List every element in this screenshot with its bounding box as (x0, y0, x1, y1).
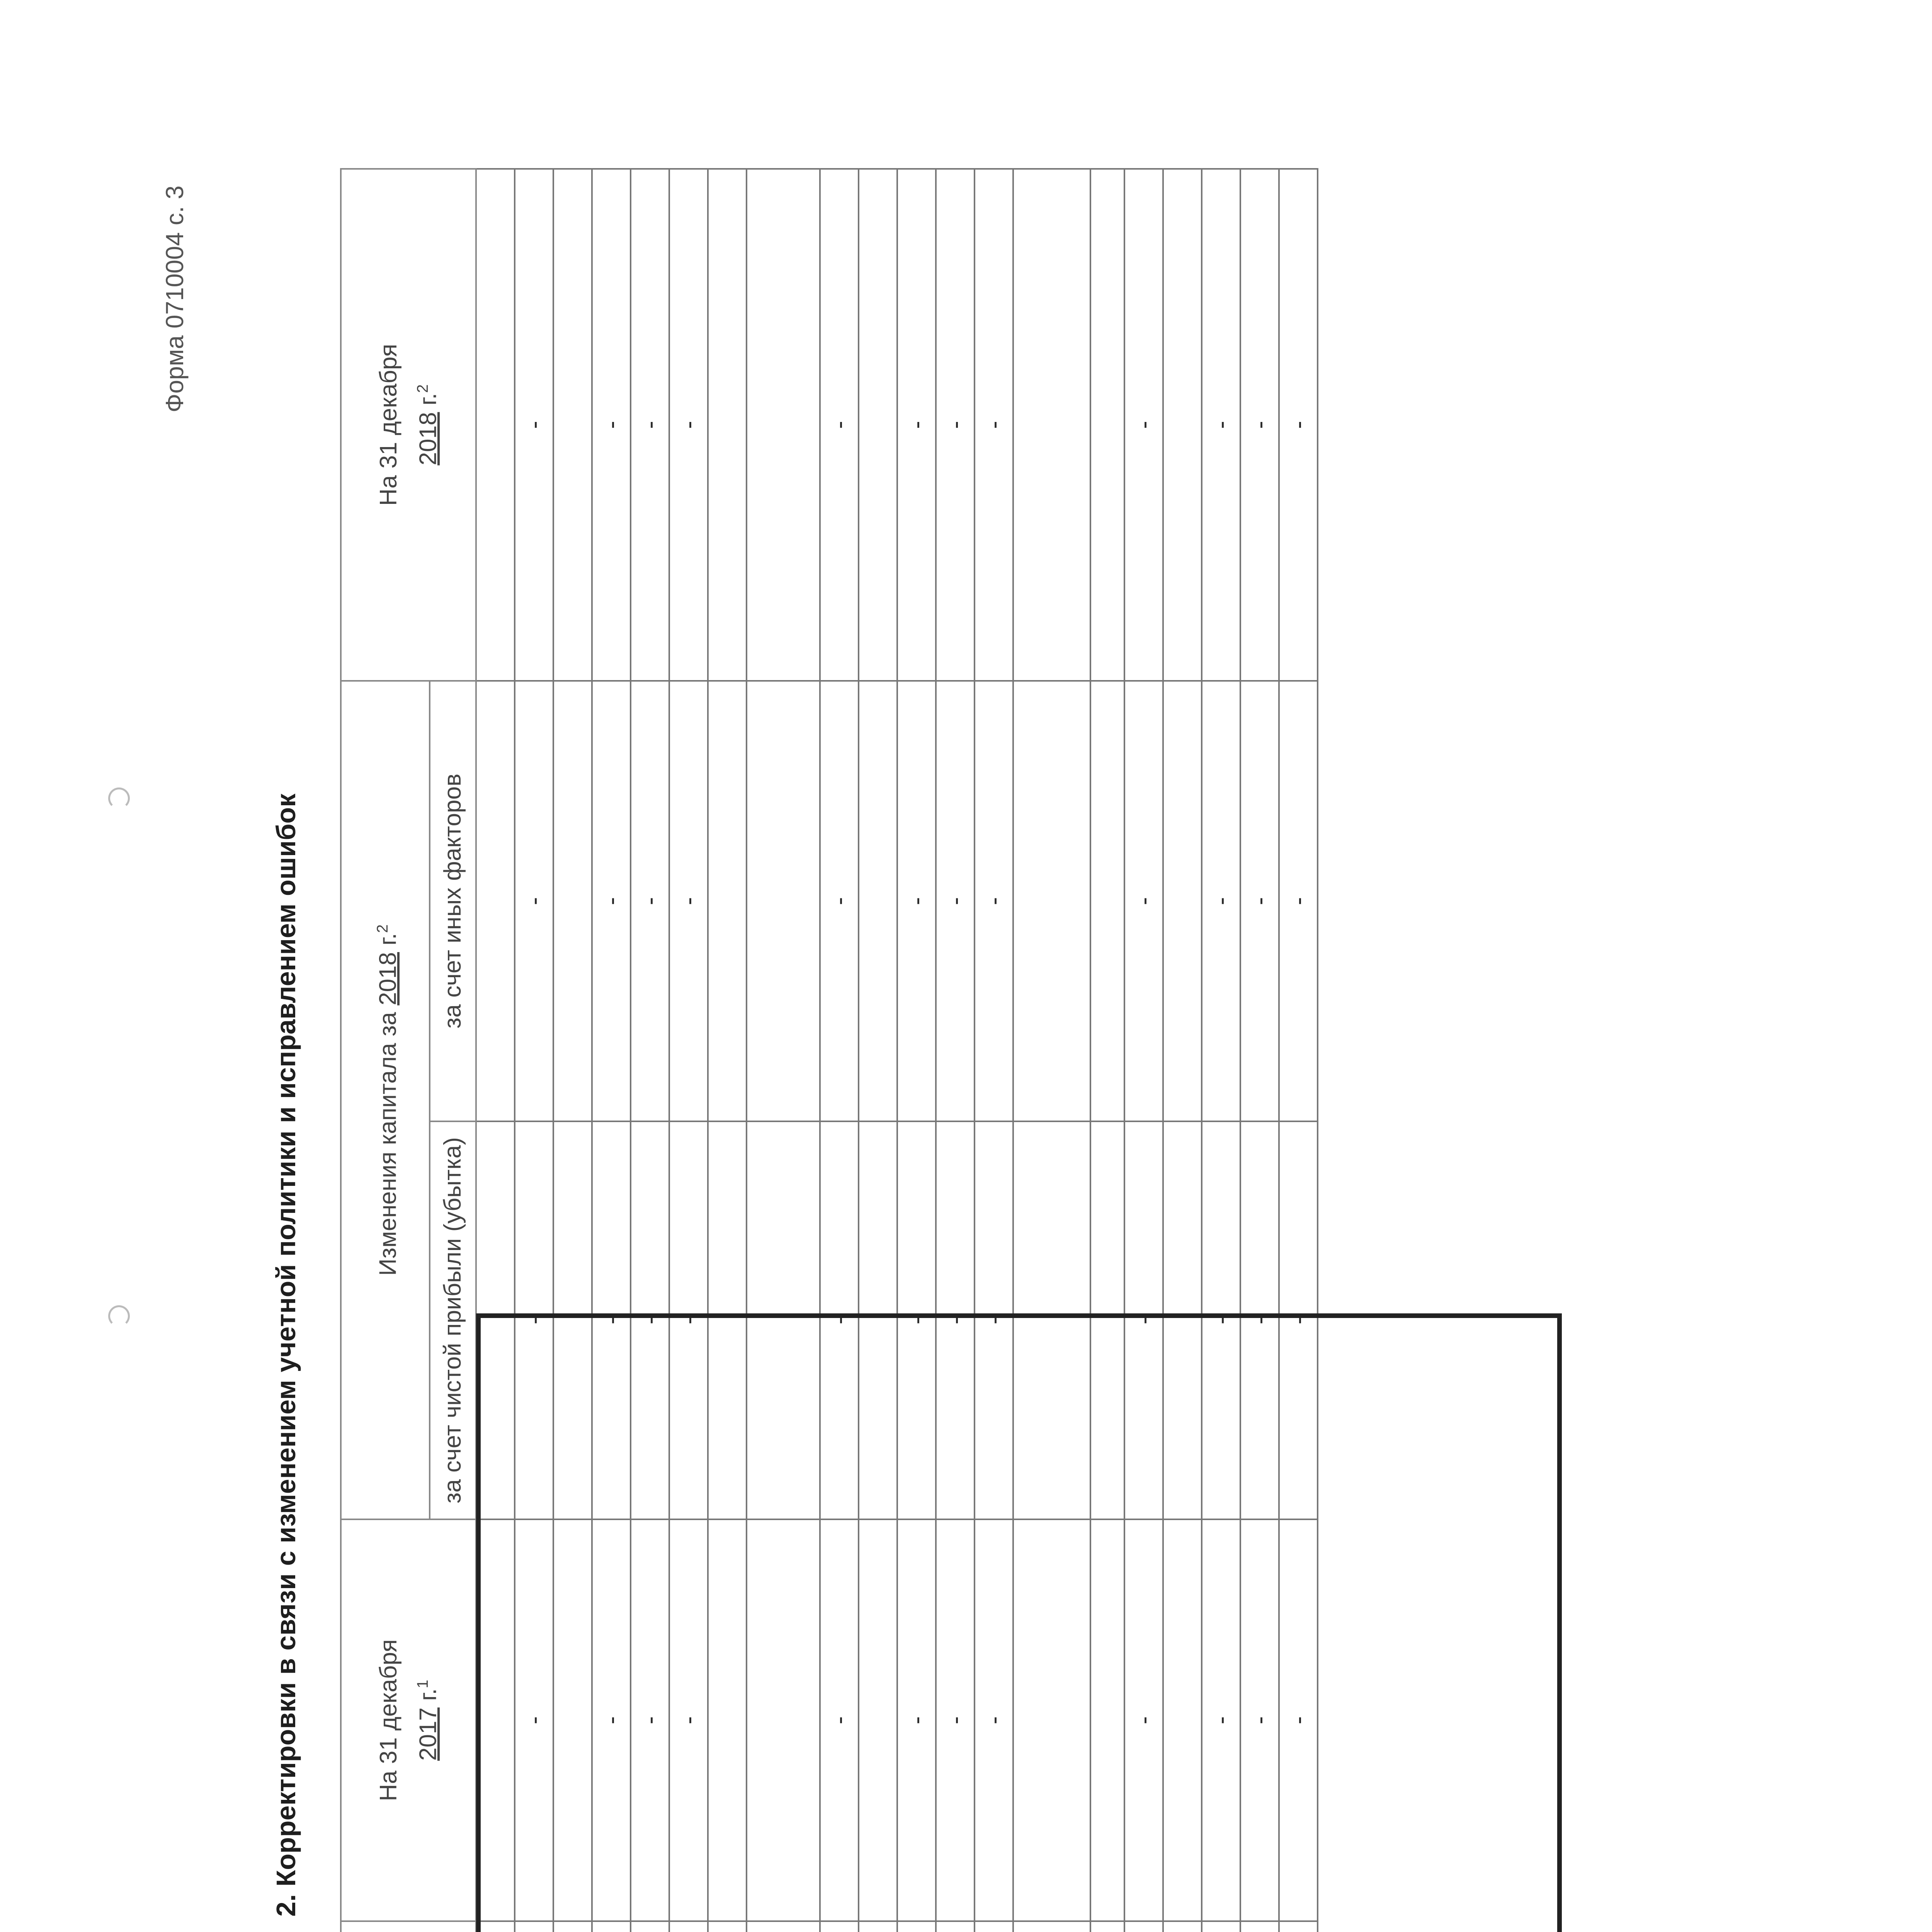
row-value-profit (708, 1121, 747, 1519)
row-value-start (476, 1519, 515, 1921)
row-code (975, 1921, 1013, 1932)
table-row (975, 169, 1013, 1932)
row-code (1124, 1921, 1163, 1932)
header-start-year: 2017 (415, 1707, 442, 1761)
row-code (553, 1921, 592, 1932)
header-end-year: 2018 (415, 412, 442, 466)
row-code (1090, 1921, 1124, 1932)
table-row (1202, 169, 1240, 1932)
punch-hole-mark (108, 787, 130, 809)
row-value-profit: - (515, 1121, 553, 1519)
row-value-profit: - (1279, 1121, 1318, 1519)
row-value-start: - (936, 1519, 975, 1921)
table-row (747, 169, 820, 1932)
row-value-end (859, 169, 897, 681)
header-start-suffix: г. (415, 1688, 442, 1701)
row-value-start (553, 1519, 592, 1921)
row-value-end: - (820, 169, 859, 681)
row-value-end (553, 169, 592, 681)
row-value-profit: - (936, 1121, 975, 1519)
table-row (1090, 169, 1124, 1932)
row-value-profit: - (975, 1121, 1013, 1519)
table-row (708, 169, 747, 1932)
row-value-start: - (1124, 1519, 1163, 1921)
row-value-profit (476, 1121, 515, 1519)
row-value-end: - (1202, 169, 1240, 681)
row-value-other (1013, 681, 1090, 1121)
row-code (1202, 1921, 1240, 1932)
row-code (936, 1921, 975, 1932)
row-value-other: - (669, 681, 708, 1121)
row-code (1163, 1921, 1202, 1932)
table-row (1124, 169, 1163, 1932)
row-value-profit: - (669, 1121, 708, 1519)
row-value-profit (1013, 1121, 1090, 1519)
row-value-start (1090, 1519, 1124, 1921)
row-value-profit (553, 1121, 592, 1519)
row-value-other: - (631, 681, 669, 1121)
row-value-end (1013, 169, 1090, 681)
row-value-end: - (515, 169, 553, 681)
row-value-start: - (631, 1519, 669, 1921)
row-code (859, 1921, 897, 1932)
row-code (1240, 1921, 1279, 1932)
row-value-other: - (592, 681, 631, 1121)
table-row (669, 169, 708, 1932)
row-value-start: - (1240, 1519, 1279, 1921)
table-row (476, 169, 515, 1932)
table-row (820, 169, 859, 1932)
row-value-other: - (936, 681, 975, 1121)
row-value-end (1163, 169, 1202, 681)
row-value-other: - (1240, 681, 1279, 1121)
row-value-end: - (975, 169, 1013, 681)
row-value-end: - (1124, 169, 1163, 681)
header-profit: за счет чистой прибыли (убытка) (430, 1121, 476, 1519)
row-value-end: - (669, 169, 708, 681)
row-value-profit: - (820, 1121, 859, 1519)
row-code (708, 1921, 747, 1932)
row-value-profit (1163, 1121, 1202, 1519)
form-code: Форма 0710004 с. 3 (161, 185, 189, 413)
row-value-other: - (1124, 681, 1163, 1121)
table-row (592, 169, 631, 1932)
table-row (553, 169, 592, 1932)
row-value-other (553, 681, 592, 1121)
row-value-start: - (820, 1519, 859, 1921)
row-value-other (859, 681, 897, 1121)
row-value-start: - (1279, 1519, 1318, 1921)
table-row (936, 169, 975, 1932)
row-value-start: - (592, 1519, 631, 1921)
header-changes-year: 2018 (374, 952, 401, 1005)
row-code (747, 1921, 820, 1932)
row-value-other: - (820, 681, 859, 1121)
row-code (515, 1921, 553, 1932)
punch-hole-mark (108, 1305, 130, 1327)
header-end-date (341, 169, 476, 681)
row-value-start: - (669, 1519, 708, 1921)
row-value-start: - (515, 1519, 553, 1921)
row-value-end: - (592, 169, 631, 681)
row-value-profit: - (592, 1121, 631, 1519)
row-value-start (1163, 1519, 1202, 1921)
row-value-profit: - (897, 1121, 936, 1519)
row-value-other (1163, 681, 1202, 1121)
header-end-prefix: На 31 декабря (375, 344, 402, 506)
row-code (1279, 1921, 1318, 1932)
header-changes-suffix: г. (374, 933, 401, 946)
header-code (341, 1921, 476, 1932)
row-value-profit (1090, 1121, 1124, 1519)
header-start-date (341, 1519, 476, 1921)
row-value-other: - (515, 681, 553, 1121)
table-row (1163, 169, 1202, 1932)
table-row (515, 169, 553, 1932)
row-value-end: - (897, 169, 936, 681)
table-row (1013, 169, 1090, 1932)
row-code (897, 1921, 936, 1932)
header-end-suffix: г. (415, 393, 442, 406)
row-code (631, 1921, 669, 1932)
row-code (1013, 1921, 1090, 1932)
row-value-other (476, 681, 515, 1121)
row-value-profit: - (1240, 1121, 1279, 1519)
row-value-start (1013, 1519, 1090, 1921)
row-value-start: - (975, 1519, 1013, 1921)
row-value-profit: - (1124, 1121, 1163, 1519)
corrections-table (340, 168, 1318, 1932)
row-value-start (708, 1519, 747, 1921)
row-value-start: - (897, 1519, 936, 1921)
table-row (1240, 169, 1279, 1932)
row-value-end (708, 169, 747, 681)
row-value-start: - (1202, 1519, 1240, 1921)
row-value-profit (859, 1121, 897, 1519)
header-start-prefix: На 31 декабря (375, 1639, 402, 1801)
row-value-end (476, 169, 515, 681)
header-start-note: 1 (414, 1680, 431, 1689)
row-code (820, 1921, 859, 1932)
row-value-profit: - (1202, 1121, 1240, 1519)
row-value-other (747, 681, 820, 1121)
row-value-end: - (1240, 169, 1279, 681)
row-value-other: - (897, 681, 936, 1121)
row-code (592, 1921, 631, 1932)
header-other: за счет иных факторов (430, 681, 476, 1121)
row-value-start (859, 1519, 897, 1921)
row-value-start (747, 1519, 820, 1921)
table-row (631, 169, 669, 1932)
row-value-end (1090, 169, 1124, 681)
section-title: 2. Корректировки в связи с изменением учетной политики и исправлением ошибок (271, 793, 301, 1917)
row-value-profit (747, 1121, 820, 1519)
row-value-end: - (936, 169, 975, 681)
table-row (897, 169, 936, 1932)
row-code (669, 1921, 708, 1932)
row-code (476, 1921, 515, 1932)
table-row (859, 169, 897, 1932)
header-changes-prefix: Изменения капитала за (374, 1012, 401, 1276)
header-changes (341, 681, 430, 1519)
row-value-end: - (1279, 169, 1318, 681)
row-value-other: - (975, 681, 1013, 1121)
header-changes-note: 2 (374, 924, 391, 933)
header-end-note: 2 (414, 384, 431, 393)
table-row (1279, 169, 1318, 1932)
row-value-other: - (1279, 681, 1318, 1121)
row-value-end: - (631, 169, 669, 681)
row-value-end (747, 169, 820, 681)
row-value-other (1090, 681, 1124, 1121)
row-value-other: - (1202, 681, 1240, 1121)
row-value-profit: - (631, 1121, 669, 1519)
table-header-row (341, 169, 430, 1932)
row-value-other (708, 681, 747, 1121)
